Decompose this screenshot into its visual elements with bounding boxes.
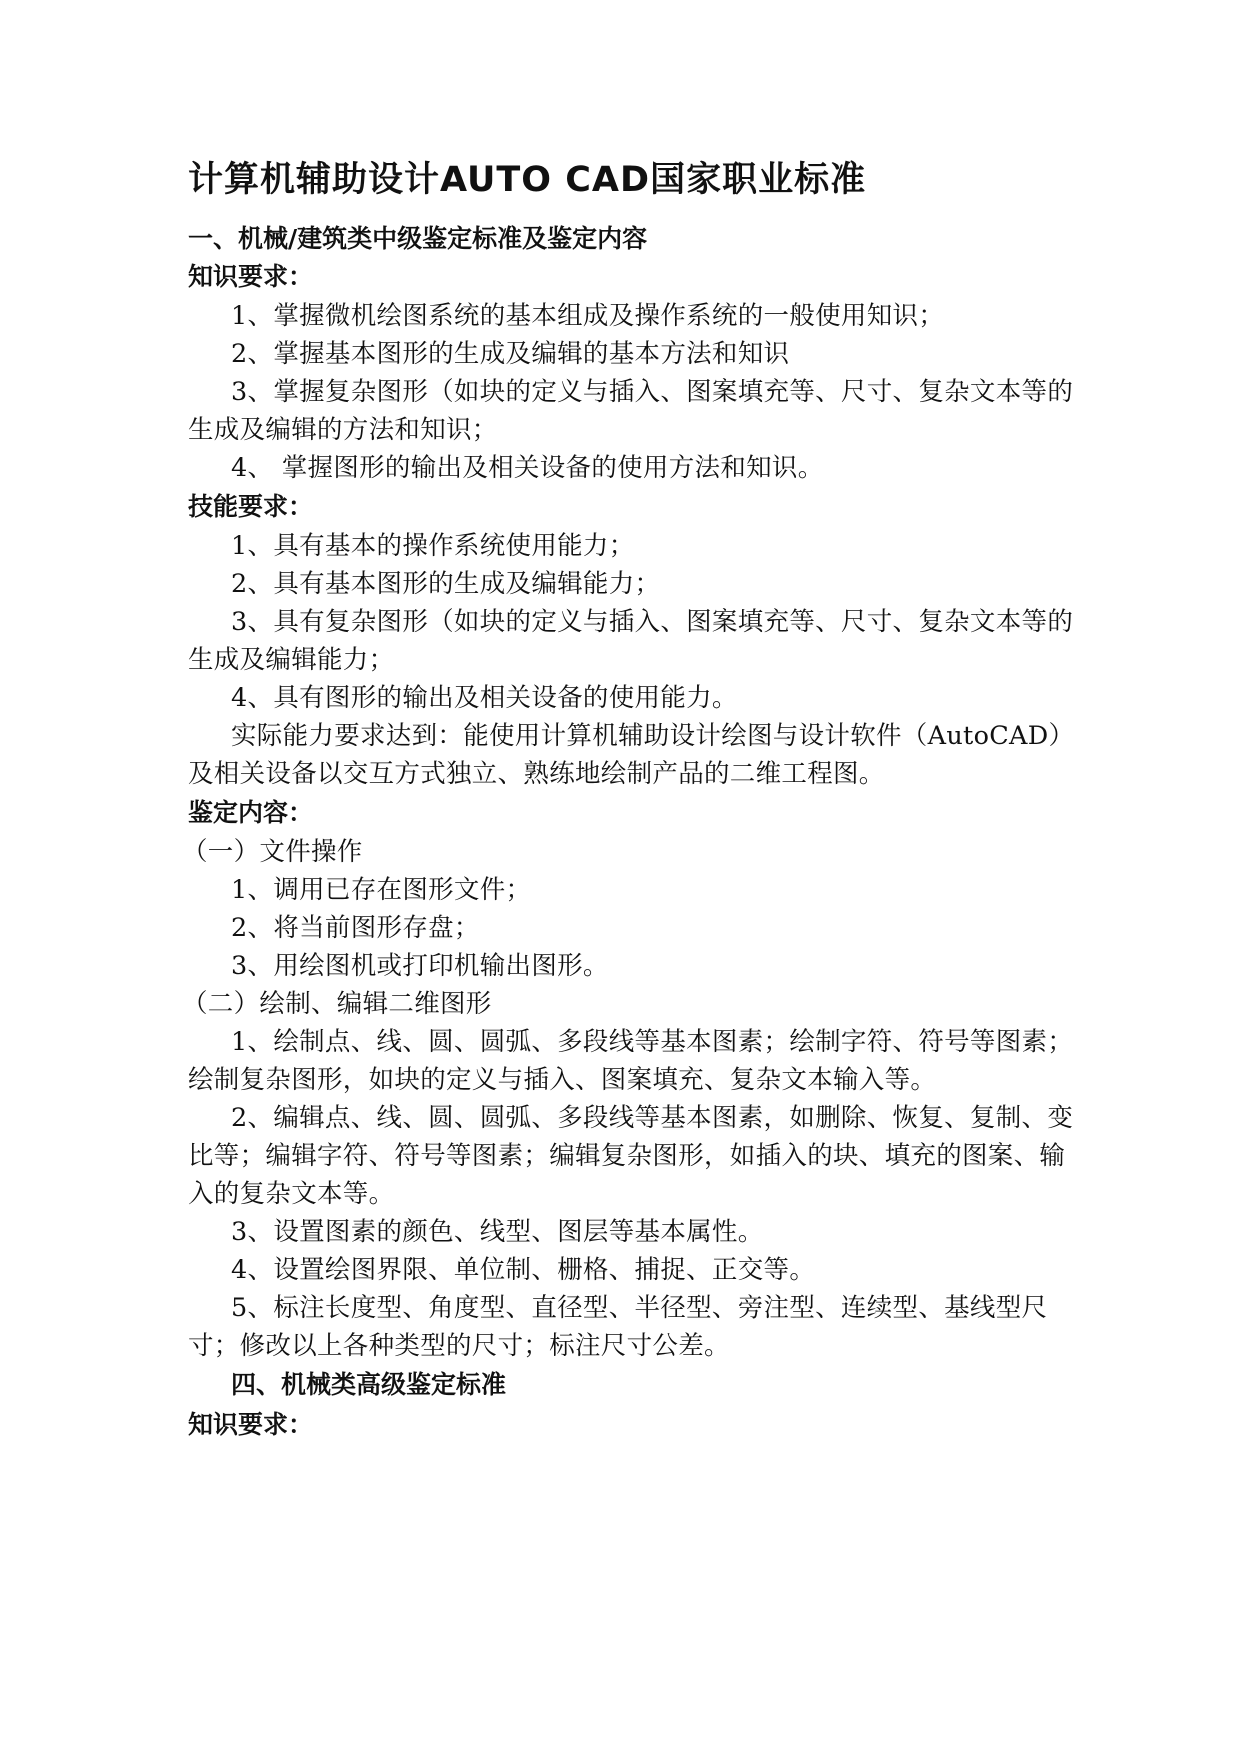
skills-item: 2、具有基本图形的生成及编辑能力； <box>231 569 661 599</box>
content-heading: 鉴定内容： <box>188 798 314 827</box>
skills-heading: 技能要求： <box>188 492 314 521</box>
skills-item: 3、具有复杂图形（如块的定义与插入、图案填充等、尺寸、复杂文本等的生成及编辑能力； <box>188 607 1074 675</box>
content-item: 2、将当前图形存盘； <box>231 913 480 943</box>
content-part-title: （二）绘制、编辑二维图形 <box>182 989 492 1019</box>
content-item: 1、绘制点、线、圆、圆弧、多段线等基本图素；绘制字符、符号等图素；绘制复杂图形，如块的定义与插入、图案填充、复杂文本输入等。 <box>188 1027 1074 1095</box>
content-item: 3、用绘图机或打印机输出图形。 <box>231 951 609 981</box>
content-item: 4、设置绘图界限、单位制、栅格、捕捉、正交等。 <box>231 1255 816 1285</box>
section-heading-1: 一、机械/建筑类中级鉴定标准及鉴定内容 <box>188 224 648 253</box>
skills-item: 1、具有基本的操作系统使用能力； <box>231 531 635 561</box>
document-body <box>182 156 1083 1445</box>
skills-item: 4、具有图形的输出及相关设备的使用能力。 <box>231 683 738 713</box>
knowledge-heading: 知识要求： <box>188 262 314 291</box>
content-item: 3、设置图素的颜色、线型、图层等基本属性。 <box>231 1217 764 1247</box>
knowledge-item: 3、掌握复杂图形（如块的定义与插入、图案填充等、尺寸、复杂文本等的生成及编辑的方法和知识； <box>188 377 1074 445</box>
section4-knowledge-heading: 知识要求： <box>188 1410 314 1439</box>
content-item: 1、调用已存在图形文件； <box>231 875 532 905</box>
content-part-title: （一）文件操作 <box>182 837 363 867</box>
skills-summary: 实际能力要求达到：能使用计算机辅助设计绘图与设计软件（AutoCAD）及相关设备以交互方式独立、熟练地绘制产品的二维工程图。 <box>188 721 1075 789</box>
content-item: 5、标注长度型、角度型、直径型、半径型、旁注型、连续型、基线型尺寸；修改以上各种类型的尺寸；标注尺寸公差。 <box>188 1293 1048 1361</box>
document-title: 计算机辅助设计AUTO CAD国家职业标准 <box>188 160 867 200</box>
content-item: 2、编辑点、线、圆、圆弧、多段线等基本图素，如删除、恢复、复制、变比等；编辑字符、符号等图素；编辑复杂图形，如插入的块、填充的图案、输入的复杂文本等。 <box>188 1103 1074 1209</box>
knowledge-item: 1、掌握微机绘图系统的基本组成及操作系统的一般使用知识； <box>231 301 945 331</box>
knowledge-item: 4、 掌握图形的输出及相关设备的使用方法和知识。 <box>231 453 824 483</box>
knowledge-item: 2、掌握基本图形的生成及编辑的基本方法和知识 <box>231 339 790 369</box>
section-heading-4: 四、机械类高级鉴定标准 <box>231 1370 507 1399</box>
